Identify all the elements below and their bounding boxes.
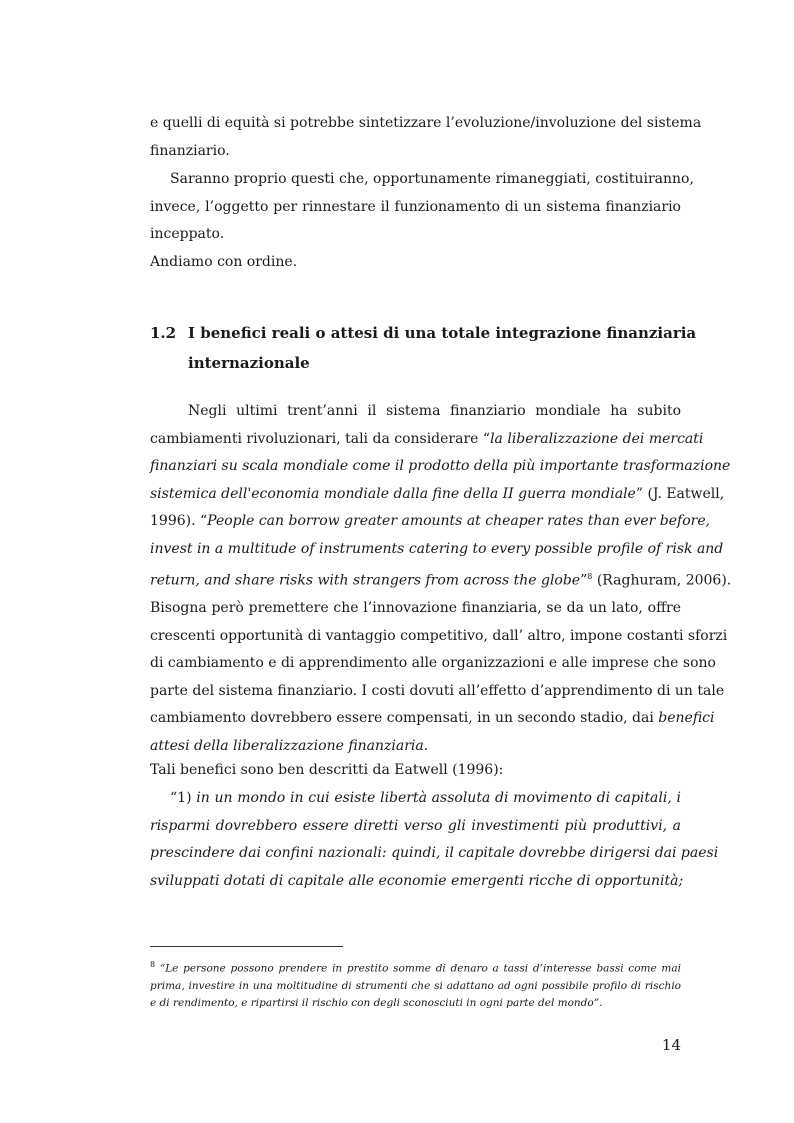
text-line: prescindere dai confini nazionali: quindi, il capitale dovrebbe dirigersi dai paesi	[150, 845, 719, 861]
text-line: crescenti opportunità di vantaggio competitivo, dall’ altro, impone costanti sforzi	[150, 627, 728, 644]
paragraph-intro	[150, 110, 702, 165]
text-line: 1996). “People can borrow greater amounts at cheaper rates than ever before,	[150, 513, 711, 529]
page-number: 14	[661, 1036, 681, 1054]
paragraph-tali	[150, 757, 681, 785]
text-line: cambiamento dovrebbero essere compensati, in un secondo stadio, dai benefici	[150, 710, 715, 727]
text-line: invest in a multitude of instruments catering to every possible profile of risk and	[150, 540, 724, 557]
paragraph-saranno	[150, 166, 694, 249]
text-line: di cambiamento e di apprendimento alle organizzazioni e alle imprese che sono	[150, 655, 716, 672]
text-line: Negli ultimi trent’anni il sistema finanziario mondiale ha subito	[188, 403, 681, 419]
paragraph-body	[150, 398, 732, 760]
text-line: prima, investire in una moltitudine di strumenti che si adattano ad ogni possibile profilo di rischio	[150, 979, 681, 992]
quote-block	[150, 785, 719, 895]
text-line: Bisogna però premettere che l’innovazione finanziaria, se da un lato, offre	[150, 600, 681, 617]
footnote-mark: 8	[150, 960, 156, 969]
text-line: Tali benefici sono ben descritti da Eatwell (1996):	[150, 762, 504, 778]
text-line: return, and share risks with strangers from across the globe”$^8$ (Raghuram, 2006).	[150, 572, 732, 589]
footnote	[150, 956, 681, 1012]
text-line: e di rendimento, e ripartirsi il rischio con degli sconosciuti in ogni parte del mondo”.	[150, 996, 603, 1009]
text-line: Andiamo con ordine.	[150, 254, 298, 270]
text-line: attesi della liberalizzazione finanziaria.	[150, 737, 429, 754]
text-line: e quelli di equità si potrebbe sintetizzare l’evoluzione/involuzione del sistema	[150, 115, 702, 131]
text-line: sistemica dell'economia mondiale dalla fine della II guerra mondiale” (J. Eatwell,	[150, 485, 725, 502]
paragraph-andiamo	[150, 249, 681, 277]
text-line: inceppato.	[150, 226, 225, 242]
text-line: finanziario.	[150, 142, 230, 159]
text-line: sviluppati dotati di capitale alle economie emergenti ricche di opportunità;	[150, 872, 684, 889]
text-line: invece, l’oggetto per rinnestare il funzionamento di un sistema finanziario	[150, 198, 681, 215]
text-line: $^8$ “Le persone possono prendere in prestito somme di denaro a tassi d’interesse bassi come mai	[150, 960, 681, 975]
section-title-line2: internazionale	[188, 354, 310, 372]
document-page	[150, 0, 732, 1123]
footnote-separator	[150, 946, 343, 947]
text-line: cambiamenti rivoluzionari, tali da considerare “la liberalizzazione dei mercati	[150, 430, 704, 447]
footnote-reference[interactable]: 8	[587, 572, 593, 581]
text-line: “1) in un mondo in cui esiste libertà assoluta di movimento di capitali, i	[170, 790, 681, 806]
section-title-line1: I benefici reali o attesi di una totale integrazione finanziaria	[188, 324, 697, 342]
section-number: 1.2	[150, 324, 177, 342]
section-heading	[150, 318, 697, 378]
text-line: parte del sistema finanziario. I costi dovuti all’effetto d’apprendimento di un tale	[150, 682, 725, 699]
text-line: finanziari su scala mondiale come il prodotto della più importante trasformazione	[150, 458, 731, 474]
text-line: Saranno proprio questi che, opportunamente rimaneggiati, costituiranno,	[170, 171, 694, 187]
text-line: risparmi dovrebbero essere diretti verso gli investimenti più produttivi, a	[150, 817, 681, 834]
